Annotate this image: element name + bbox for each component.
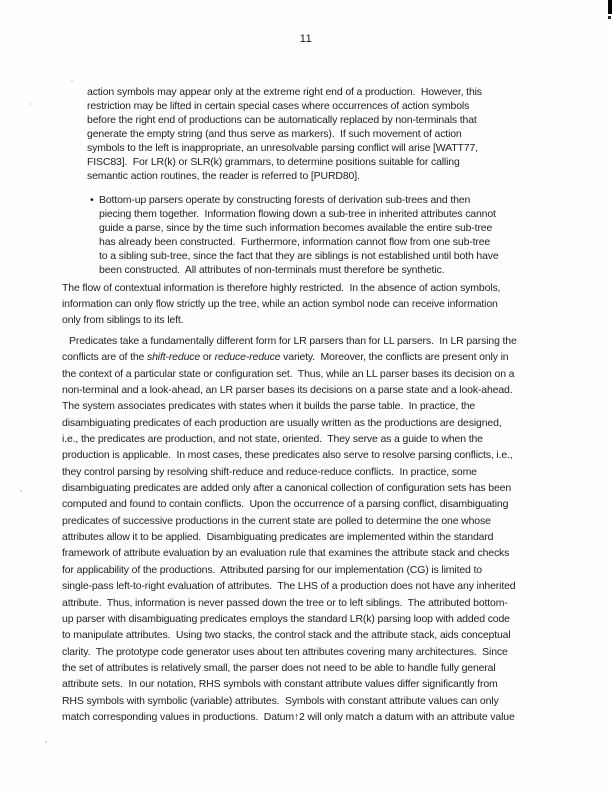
text-line: match corresponding values in productions. Datum↑2 will only match a datum with an attribute value <box>62 710 515 723</box>
text-line: guide a parse, since by the time such information becomes available the entire sub-tree <box>99 222 493 234</box>
text-line: the set of attributes is relatively small, the parser does not need to be able to handle fully general <box>62 661 496 674</box>
paragraph-contextual-flow <box>62 280 500 328</box>
text-line: piecing them together. Information flowing down a sub-tree in inherited attributes cannot <box>99 208 496 220</box>
scan-speckle <box>71 80 73 82</box>
text-line: before the right end of productions can be automatically replaced by non-terminals that <box>87 114 477 126</box>
text-line: framework of attribute evaluation by an evaluation rule that examines the attribute stack and checks <box>62 547 510 560</box>
text-line: has already been constructed. Furthermore, information cannot flow from one sub-tree <box>99 236 491 248</box>
text-line: been constructed. All attributes of non-terminals must therefore be synthetic. <box>99 264 445 276</box>
text-line: predicates of successive productions in the current state are polled to determine the one whose <box>62 514 491 527</box>
page-number: 11 <box>299 33 313 45</box>
text-line: disambiguating predicates are added only after a canonical collection of configuration sets has been <box>62 482 512 495</box>
text-line: to a sibling sub-tree, since the fact that they are siblings is not established until both have <box>99 250 499 262</box>
scan-speckle <box>45 741 47 743</box>
text-line: conflicts are of the shift-reduce or reduce-reduce variety. Moreover, the conflicts are present only in <box>62 351 509 364</box>
text-line: single-pass left-to-right evaluation of attributes. The LHS of a production does not have any inherited <box>62 580 516 593</box>
text-line: FISC83]. For LR(k) or SLR(k) grammars, to determine positions suitable for calling <box>87 156 460 168</box>
continuation-paragraph <box>87 85 482 183</box>
text-line: only from siblings to its left. <box>62 314 184 326</box>
scan-speckle <box>20 490 22 492</box>
text-line: Predicates take a fundamentally different form for LR parsers than for LL parsers. In LR parsing the <box>69 335 517 347</box>
text-line: clarity. The prototype code generator uses about ten attributes covering many architectures. Since <box>62 645 508 658</box>
text-line: symbols to the left is inappropriate, an unresolvable parsing conflict will arise [WATT77, <box>87 142 478 154</box>
text-line: to manipulate attributes. Using two stacks, the control stack and the attribute stack, aids conceptual <box>62 629 511 642</box>
scan-artifact-corner-dot <box>608 16 611 19</box>
text-line: non-terminal and a look-ahead, an LR parser bases its decisions on a parse state and a look-ahead. <box>62 384 513 397</box>
paragraph-predicates <box>62 333 517 725</box>
text-line: i.e., the predicates are production, and not state, oriented. They serve as a guide to when the <box>62 433 483 446</box>
text-line: RHS symbols with symbolic (variable) attributes. Symbols with constant attribute values can only <box>62 694 499 707</box>
scan-speckle <box>29 103 31 105</box>
text-line: attributes allow it to be applied. Disambiguating predicates are implemented within the standard <box>62 531 494 544</box>
bullet-icon: • <box>90 194 94 206</box>
text-line: computed and found to contain conflicts. Upon the occurrence of a parsing conflict, disambiguating <box>62 498 509 511</box>
text-line: for applicability of the productions. Attributed parsing for our implementation (CG) is limited to <box>62 563 482 576</box>
text-line: the context of a particular state or configuration set. Thus, while an LL parser bases its decision on a <box>62 367 515 380</box>
text-line: information can only flow strictly up the tree, while an action symbol node can receive information <box>62 298 498 310</box>
text-line: action symbols may appear only at the extreme right end of a production. However, this <box>87 86 482 98</box>
text-line: attribute. Thus, information is never passed down the tree or to left siblings. The attributed bottom- <box>62 596 508 609</box>
text-line: attribute sets. In our notation, RHS symbols with constant attribute values differ significantly from <box>62 678 498 691</box>
text-line: up parser with disambiguating predicates employs the standard LR(k) parsing loop with added code <box>62 612 510 625</box>
text-line: production is applicable. In most cases, these predicates also serve to resolve parsing conflicts, i.e., <box>62 449 513 462</box>
text-line: semantic action routines, the reader is referred to [PURD80]. <box>87 170 360 182</box>
bullet-list-item <box>99 193 499 277</box>
text-line: restriction may be lifted in certain special cases where occurrences of action symbols <box>87 100 470 112</box>
text-line: The flow of contextual information is therefore highly restricted. In the absence of action symbols, <box>62 282 501 294</box>
text-line: Bottom-up parsers operate by constructing forests of derivation sub-trees and then <box>99 194 471 206</box>
scan-artifact-corner-bar <box>608 0 612 14</box>
text-line: disambiguating predicates of each production are usually written as the productions are designed, <box>62 416 502 429</box>
text-line: The system associates predicates with states when it builds the parse table. In practice, the <box>62 400 476 413</box>
text-line: they control parsing by resolving shift-reduce and reduce-reduce conflicts. In practice, some <box>62 465 477 478</box>
text-line: generate the empty string (and thus serve as markers). If such movement of action <box>87 128 462 140</box>
